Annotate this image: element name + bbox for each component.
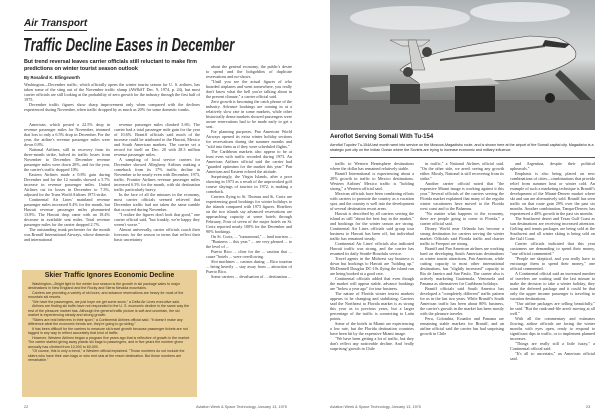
article-subtitle: But trend reversal leaves carrier officials still reluctant to make firm predictions on winter tourist season outlook <box>24 59 197 72</box>
tu154-aircraft-image <box>330 0 595 130</box>
paragraph: Slot machines ... casinos during ... Rico tourism ... being heavily ... stay away from ... attraction of Puerto Rico. <box>206 259 292 274</box>
divider <box>330 157 595 158</box>
photo-caption-title: Aeroflot Serving Somali With Tu-154 <box>330 134 434 140</box>
paragraph: For planning purposes, Pan American World Airways opened its extra winter holiday sections for reservations during the summer months and "sold into them as if they were scheduled flights." <box>206 129 292 149</box>
intro-paragraph: December traffic figures show sharp improvement only when compared with the declines experienced during November, when traffic dropped by as much as 20% for some domestic trunks. <box>24 102 200 112</box>
paragraph: The outstanding trunk performer for the month was Braniff International Airways, whose domestic and international <box>24 227 110 242</box>
paragraph: Travel agents in the Midwest say business is down but bookings to Hawaii are "holding up." McDonnell Douglas DC-10s flying the island run are being booked at a good rate. <box>330 256 414 276</box>
paragraph: A sampling of local service carriers for December showed Allegheny Airlines making a comeback from its 17% traffic decline in November to be nearly even with December, 1973, traffic. Frontier Airlines revenue passenger miles increased 6.3% for the month, with ski destination traffic particularly heavy. <box>114 157 200 192</box>
paragraph: However, Western Airlines began a program five years ago that is reflective of growth in the market. The carrier started giving away plastic ski bags to passengers, and in five years the number given annually has climbed from 10,000 to 60,000. <box>28 335 191 349</box>
paragraph: Puerto Rico ... cline for the ... caution that ... cause "hotels ... were overflowing. <box>206 249 292 259</box>
paragraph: Continental officials added that even though the market will appear stable, advance bookings are "below a year ago" for tour business. <box>330 276 414 291</box>
page-number: 22 <box>24 405 29 409</box>
paragraph: about the general economy, the public's desire to spend and the hobgoblins of duplicate reservations and no-shows. <box>206 64 292 79</box>
paragraph: Airlines are finding ski buffs have not responded to the U. S. economic decline in the same way the rest of the pleasure market has. Although the general traffic picture is soft and uncertain, the ski market is experiencing steady and strong growth. <box>28 304 190 317</box>
paragraph: In the face of all the minuses in the economy, most carrier officials seemed relieved that December traffic had not taken the same tumble that occurred during November. <box>114 192 200 212</box>
intro-paragraph: Washington—December traffic, which officially opens the winter tourist season for U. S. airlines, has taken some of the sting out of the November traffic slump (AW&ST Dec. 9, 1974, p. 24), but most carrier officials are still looking at the probability of zero growth for the industry through the first half of 1975. <box>24 82 200 102</box>
paragraph: revenue passenger miles climbed 5.6%. The carrier had a total passenger mile gain for the year of 10.6%. Braniff officials said much of the increase could be attributed to the Hawaii, Mexico and South American markets. The carrier set a record for itself on Dec. 20 with 28.3 million revenue passenger miles. <box>114 122 200 157</box>
column-1 <box>330 161 414 401</box>
page-number: 23 <box>586 405 591 409</box>
paragraph: Braniff officials said South America has developed a "completely different" traffic pattern for us in the last two years. While Braniff's South American traffic has been about 80% business, the carrier's growth in the market has been mostly with the pleasure traveler. <box>420 286 504 316</box>
paragraph: Eastern Airlines made a 0.8% gain during December and for the 12 months showed a 5.7% increase in revenue passenger miles. United Airlines cut its losses in December to 7.3%, adjusted for the Trans World Airlines 1973 strike. <box>24 172 110 197</box>
paragraph: traffic to Western Hemisphere destinations where the dollar has remained relatively stable. <box>330 161 414 171</box>
paragraph: Hawaii is described by all carriers serving the island as still "about the best buy in the market," and bookings for the winter season are strong. Continental Air Lines officials said group tour business to Hawaii has been off, but individual traffic has remained steady. <box>330 211 414 241</box>
paragraph: Carrier officials indicated that this year customers are demanding to spend their money, "one official commented." <box>510 241 595 256</box>
paragraph: The nature of Florida winter tourist markets appears to be changing and stabilizing. Carriers said the Northeast to Florida market is as strong this year as in previous years, but a larger percentage of the traffic is connecting to Latin points. <box>330 291 414 321</box>
paragraph: "It's all so uncertain," an American official said. <box>510 351 595 361</box>
paragraph: "I realize the figures don't look that good," one carrier official said, "but frankly, we're happy they weren't worse." <box>114 212 200 227</box>
paragraph: "Until you see the actual figures of who boarded airplanes and went somewhere, you really don't know what the hell you're talking about in the present climate," a carrier official said. <box>206 79 292 99</box>
paragraph: A Continental official said an increased number of travelers are waiting until the last minute to make the decision to take a winter holiday, they want the deferred package and it could be that only the upper income passenger is traveling to vacation destinations. <box>510 271 595 301</box>
column-2 <box>114 122 200 267</box>
column-3 <box>510 161 595 401</box>
publication-footer: Aviation Week & Space Technology, January 13, 1975 <box>196 405 287 409</box>
paragraph: "Skiers are real believers in their sport," a Continental Airlines official said. "It doesn't make any difference what the economic trends are, they're going to go skiing." <box>28 317 183 326</box>
publication-footer: Aviation Week & Space Technology, January 13, 1975 <box>330 405 421 409</box>
paragraph: Braniff International is experiencing about a 20% growth in traffic to Mexico destinations. Western Airlines' Mexico traffic is "holding strong," a Western official said. <box>330 171 414 191</box>
byline: By Rosalind K. Ellingsworth <box>24 75 80 80</box>
right-page <box>308 0 616 420</box>
column-3 <box>206 64 292 398</box>
photo-caption-text: Aeroflot Tupolev Tu-154A last month went into service on the Moscow-Magadishu route, and is shown here at the airport of the Somali capital city. Magadishu is a strategic port city on the Indian Ocean where the Soviets are trying to increase economic and military influence. <box>330 143 594 152</box>
sidebar-title: Skier Traffic Ignores Economic Decline <box>44 272 175 279</box>
paragraph: Some carriers ... devaluation of ... destination ... <box>211 274 292 279</box>
paragraph: "Business ... this year," ... are very pleased ... to the level of ... <box>206 239 292 249</box>
paragraph: It has been difficult for the carriers to measure ski travel growth because passenger tickets are not tagged in any way to reflect accurately that kind of traffic. <box>28 326 188 335</box>
paragraph: Carriers flying to St. Thomas and St. Croix are experiencing good bookings for winter holidays to the islands compared with 1973 figures. Hoteliers on the two islands say advanced reservations are approaching capacity at some hotels through February. Four of seven of the major hotels on St. Croix reported nearly 100% for the December and 90% bookings. <box>206 194 292 234</box>
paragraph: Washington—Bright light in the winter tour season is the growth in ski package sales to major destinations in New England and the Rocky and Sierra Nevada mountains. <box>28 281 181 290</box>
paragraph: "Of course, this is only a trend," a Western official explained. "Those numbers do not include the skiers who have their own bags or who rent skis at the resort destination. But those numbers are remarkable." <box>28 349 185 362</box>
paragraph: "We have been getting a lot of traffic, but they don't reflect any noticeable decline. And 'really surprising' growth in Chile <box>330 336 414 351</box>
paragraph: Continental Air Lines' officials also indicated Hawaii traffic was strong, and the carrier has resumed its daily Seattle-Honolulu service. <box>330 241 414 256</box>
paragraph: On St. Croix, ... "turnaround," ... land tourism ... <box>211 234 292 239</box>
paragraph: in traffic," a National Airlines official said. "On the other side, we aren't seeing any growth either. Mostly, National is still recovering from its strike." <box>420 161 504 181</box>
article-title: Traffic Decline Eases in December <box>23 35 235 55</box>
section-label: Air Transport <box>24 18 88 29</box>
paragraph: Almost universally, carrier officials couch their forecasts for the season in terms that reflect their basic uncertainty <box>114 227 200 242</box>
paragraph: "No matter what happens to the economy, there are people going to come to Florida," a carrier official said. <box>420 211 504 226</box>
paragraph: American, which posted a 22.5% drop in revenue passenger miles for November, trimmed that loss to only a 6.5% drop in December. For the year, the airline's revenue passenger miles were down 0.8%. <box>24 122 110 147</box>
sidebar-box <box>22 270 197 397</box>
paragraph: "Our airline packages are selling beautifully," he said. "But the rank-and-file aren't moving at all well." <box>510 301 595 316</box>
paragraph: Zero growth is becoming the catch phrase of the industry. Advance bookings are coming in at a relatively slow rate in some markets, while other historically dense markets showed passengers were aware reservations had to be made early to get a seat. <box>206 99 292 129</box>
paragraph: The Southwest desert and Texas Gulf Coast as sun destinations are receiving increased attention. Golfing and tennis packages are being sold at the Southwest and all winter skiing is being sold on the Gulf Coast. <box>510 216 595 241</box>
column-2 <box>420 161 504 401</box>
paragraph: Some of the hotels in Miami are experiencing a low rate, but the Florida destination countries have been hit by the expensive Miami image. <box>330 321 414 336</box>
paragraph: Braniff and Pan American airlines are working hard on developing South American destinations as winter tourist attractions. Pan American, while cutting capacity to most other international destinations, has "slightly increased" capacity to Rio de Janeiro and Sao Paulo. The carrier also is actively marketing Guatemala, Venezuela and Panama as alternatives for Caribbean holidays. <box>420 246 504 286</box>
paragraph: Peru, Colombia, Ecuador and Panama are remaining stable markets for Braniff, and an airline official said the carrier has had surprising growth in Chile <box>420 316 504 336</box>
paragraph: Continental Air Lines' mainland revenue passenger miles increased 0.4% for the month, but Hawaii revenue passenger miles plummeted 13.8%. The Hawaii drop came with an 18.4% decrease in available seat miles. Total revenue passenger miles for the carrier dropped 2.7%. <box>24 197 110 227</box>
intro-text <box>24 82 200 112</box>
paragraph: The Caribbean markets also appear to be at least even with traffic recorded during 1973. An American Airlines official said the carrier had "guarded optimism for the market this year." Pan American and Eastern echoed the attitude. <box>206 149 292 174</box>
paragraph: Another carrier official noted that "the expensive Miami image is working against it this year." Several officials of the carriers serving the Florida market explained that many of the regular winter vacationers have moved to the Florida west coast and to the Bahamas. <box>420 181 504 211</box>
paragraph: National Airlines, still in recovery from its three-month strike, halved its traffic losses from November to December. December revenue passenger miles were down 20%, and for the year, the carrier's traffic dropped 10%. <box>24 147 110 172</box>
paragraph: and Argentina, despite their political upheavals." <box>510 161 595 171</box>
paragraph: Disney World near Orlando has become a strong destination for carriers serving the winter market. Officials said Florida traffic and charter traffic to Freeport are strong. <box>420 226 504 246</box>
paragraph: Carriers are providing a variety of ski tours, and advance reservations are heavy for most of the mountain ski resorts. <box>28 290 184 299</box>
paragraph: With all the commentary and estimates flowing, airline officials are facing the winter months with eyes open, ready to respond to significant dips in traffic, or to implement planned increases. <box>510 316 595 341</box>
paragraph: "We have the passengers, we just hope we get some snow," a Delta Air Lines executive said. <box>32 299 180 304</box>
paragraph: "People are skeptical, and you really have to encourage them to spend their money," one official commented. <box>510 256 595 271</box>
aircraft-photo <box>330 0 595 130</box>
paragraph: "Things are really still a little fuzzy," a Continental official said. <box>510 341 595 351</box>
paragraph: Emphasis is also being placed on new combinations of cities—combinations that provide relief from summer heat or winter cold. An example of such a marketing technique is Braniff's development of the Miami-Denver market where ski and sun are alternatively sold. Braniff has seen traffic on that route gain 29% over the past six months. Another combination, Tampa-Denver, has experienced a 48% growth in the past six months. <box>510 171 595 216</box>
paragraph: Surprisingly, the Virgin Islands, after a poor showing in 1973 as a result of the unprovoked golf course slayings of tourists in 1972, is making a comeback. <box>206 174 292 194</box>
column-1 <box>24 122 110 267</box>
paragraph: Mexican officials have been combining efforts with carriers to promote the country as a vacation spot, and the country is well into the development of several destination resort areas. <box>330 191 414 211</box>
